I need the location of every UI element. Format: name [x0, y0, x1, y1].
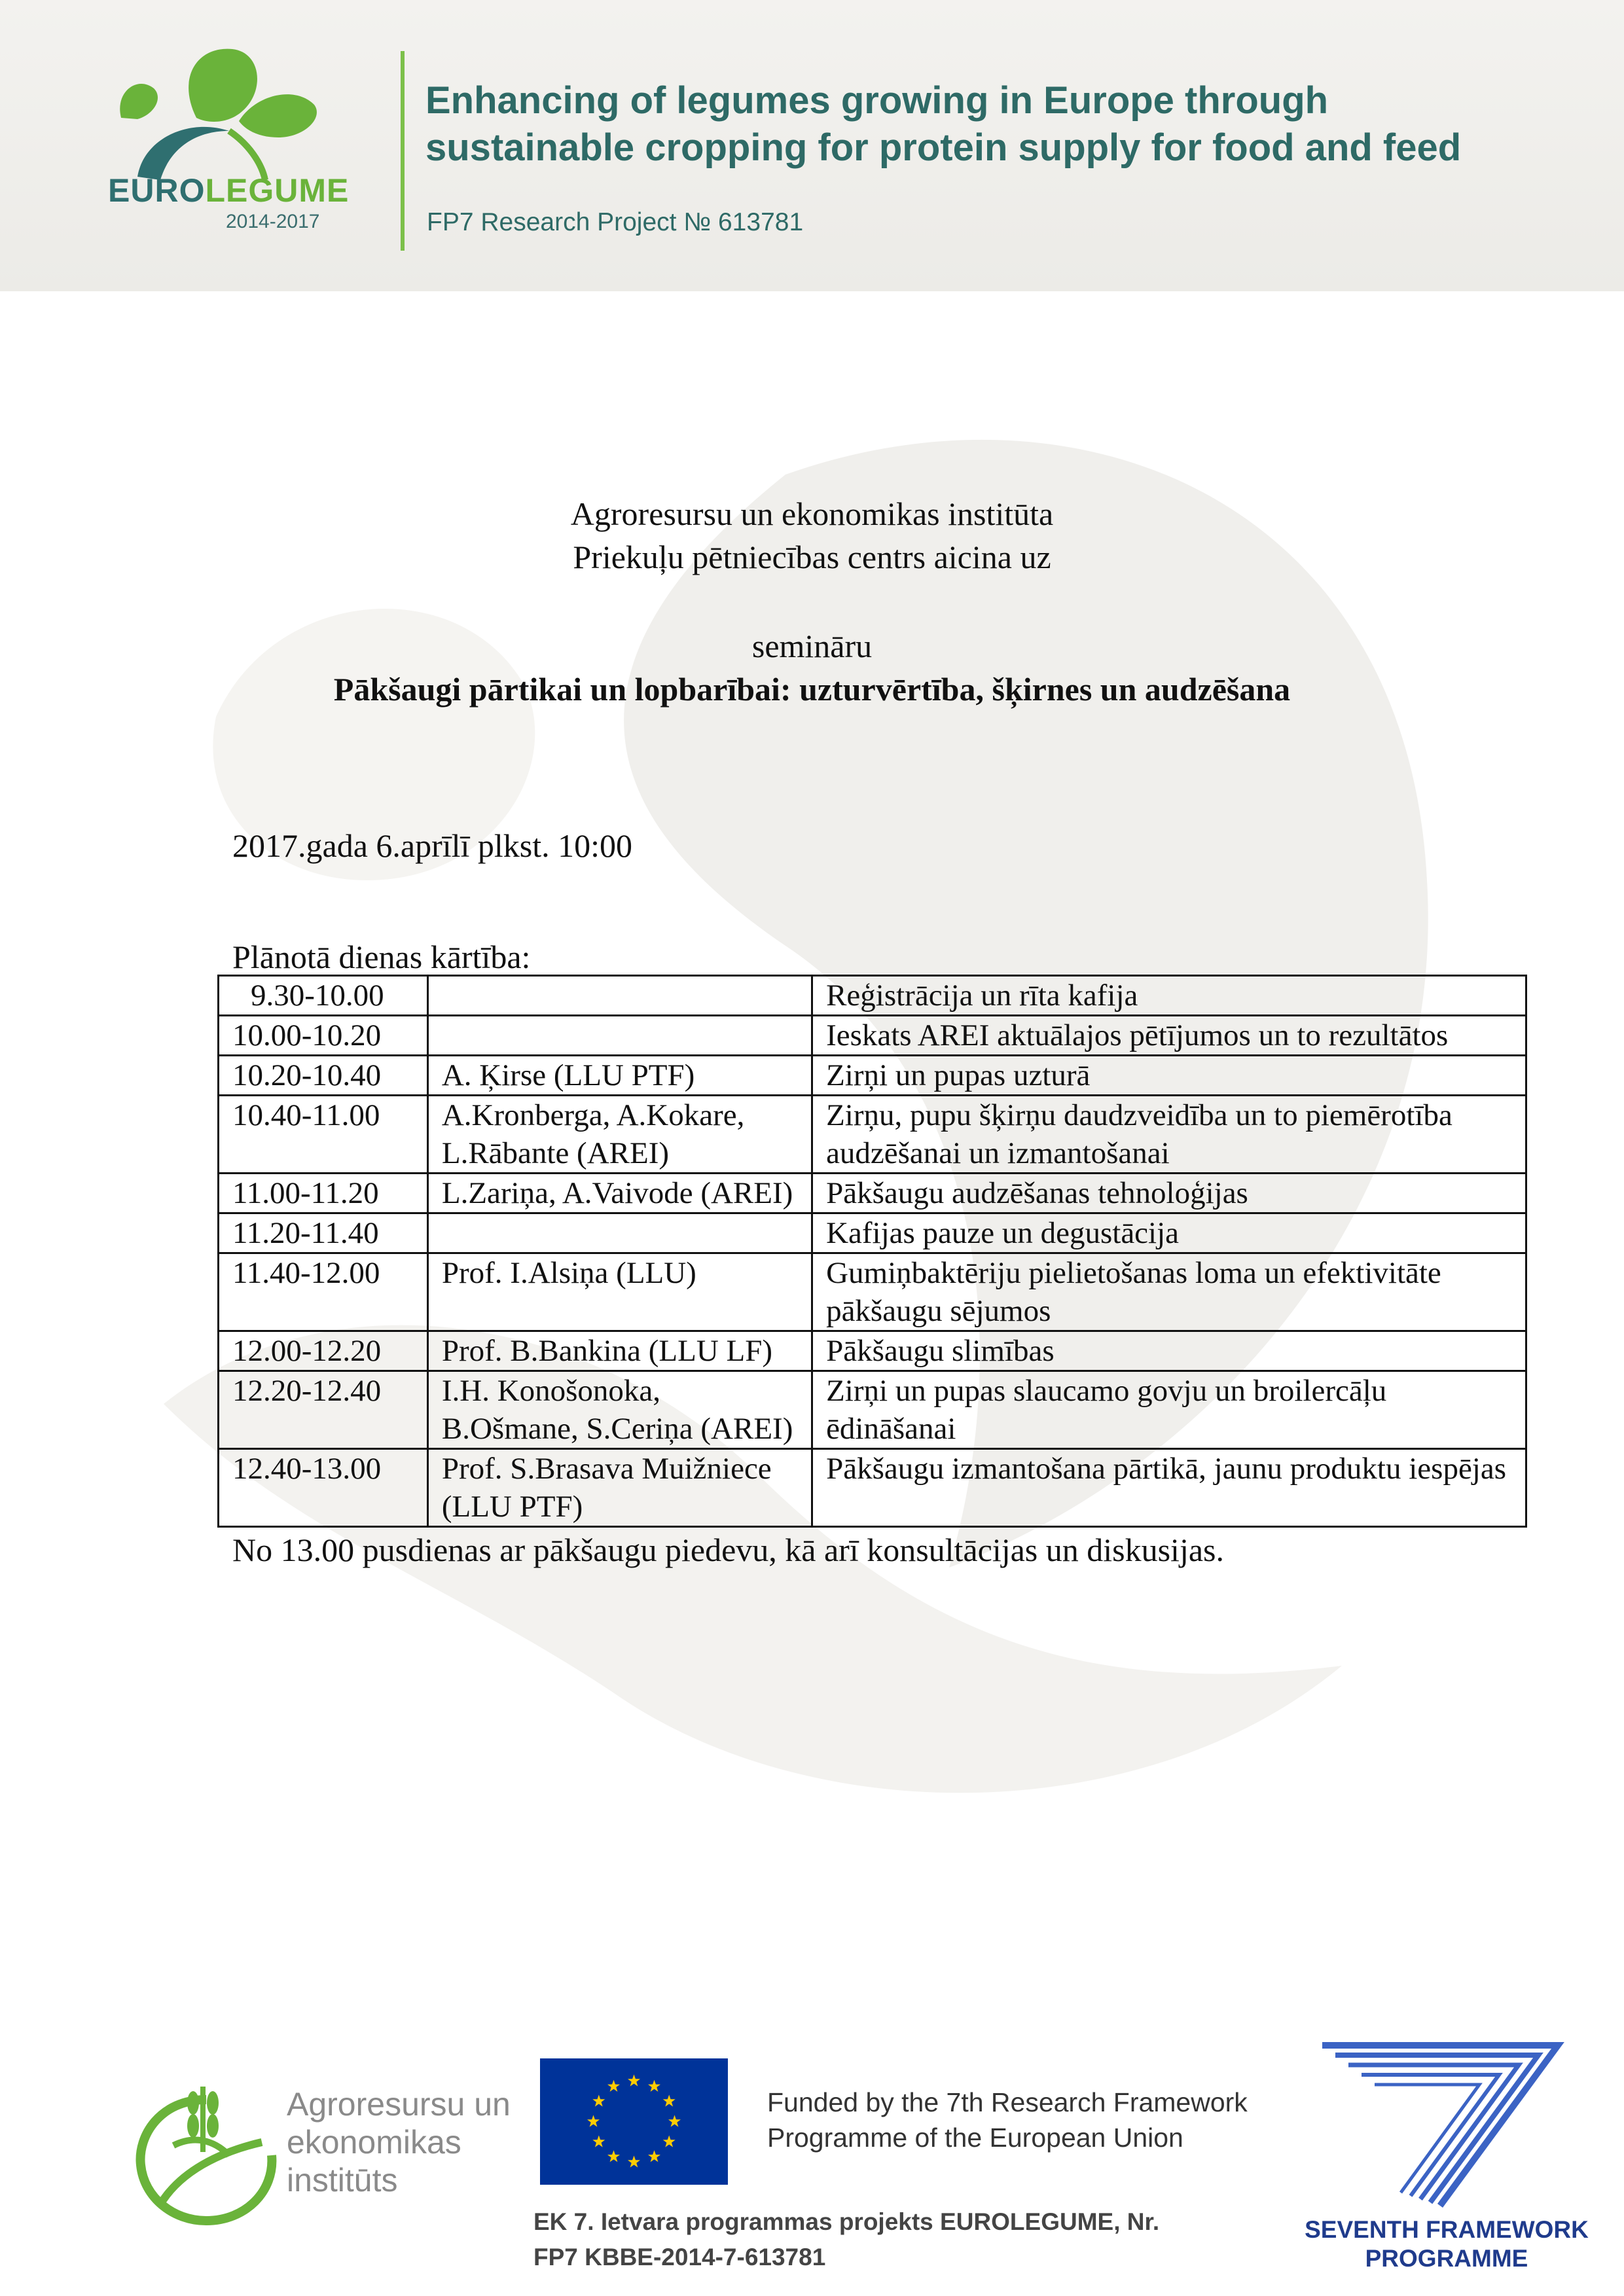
- project-title-line1: Enhancing of legumes growing in Europe through: [425, 79, 1329, 122]
- agenda-topic: Zirņu, pupu šķirņu daudzveidība un to piemērotība audzēšanai un izmantošanai: [812, 1096, 1526, 1174]
- table-row: [219, 1016, 1526, 1056]
- project-reference: [533, 2204, 1159, 2275]
- project-line1: EK 7. Ietvara programmas projekts EUROLEGUME, Nr.: [533, 2208, 1160, 2235]
- agenda-speaker: I.H. Konošonoka, B.Ošmane, S.Ceriņa (AREI): [427, 1371, 812, 1449]
- agenda-topic: Zirņi un pupas slaucamo govju un broilercāļu ēdināšanai: [812, 1371, 1526, 1449]
- agenda-speaker: [427, 1016, 812, 1056]
- event-word: semināru: [751, 628, 873, 664]
- agenda-topic: Kafijas pauze un degustācija: [812, 1213, 1526, 1253]
- agenda-heading: Plānotā dienas kārtība:: [232, 939, 531, 975]
- agenda-time: 11.00-11.20: [219, 1174, 428, 1213]
- agenda-speaker: [427, 1213, 812, 1253]
- header-divider: [401, 51, 405, 251]
- agenda-topic: Ieskats AREI aktuālajos pētījumos un to rezultātos: [812, 1016, 1526, 1056]
- fp7-line1: SEVENTH FRAMEWORK: [1305, 2216, 1589, 2243]
- agenda-topic: Pākšaugu izmantošana pārtikā, jaunu produktu iespējas: [812, 1449, 1526, 1527]
- agenda-time: 9.30-10.00: [219, 976, 428, 1016]
- institute-line2: ekonomikas: [287, 2124, 461, 2161]
- agenda-time: 11.40-12.00: [219, 1253, 428, 1331]
- invitation-line2: Priekuļu pētniecības centrs aicina uz: [573, 539, 1051, 575]
- agenda-speaker: L.Zariņa, A.Vaivode (AREI): [427, 1174, 812, 1213]
- institute-line3: institūts: [287, 2162, 398, 2198]
- project-title-line2: sustainable cropping for protein supply for food and feed: [425, 126, 1462, 169]
- arei-institute-name: [287, 2085, 511, 2199]
- eurolegume-wordmark: EUROLEGUME: [108, 172, 350, 209]
- funded-line1: Funded by the 7th Research Framework: [767, 2087, 1248, 2117]
- arei-institute-logo-icon: [121, 2073, 291, 2231]
- table-row: [219, 1449, 1526, 1527]
- table-row: [219, 1331, 1526, 1371]
- eurolegume-years: 2014-2017: [226, 211, 320, 232]
- agenda-time: 10.20-10.40: [219, 1056, 428, 1096]
- agenda-time: 10.40-11.00: [219, 1096, 428, 1174]
- agenda-speaker: A.Kronberga, A.Kokare, L.Rābante (AREI): [427, 1096, 812, 1174]
- agenda-time: 12.00-12.20: [219, 1331, 428, 1371]
- agenda-speaker: Prof. B.Bankina (LLU LF): [427, 1331, 812, 1371]
- agenda-speaker: [427, 976, 812, 1016]
- table-row: [219, 1371, 1526, 1449]
- agenda-time: 11.20-11.40: [219, 1213, 428, 1253]
- agenda-speaker: A. Ķirse (LLU PTF): [427, 1056, 812, 1096]
- project-header-banner: [0, 0, 1624, 291]
- project-title: [425, 77, 1461, 171]
- table-row: [219, 1253, 1526, 1331]
- seminar-block: [0, 624, 1624, 711]
- table-row: [219, 1213, 1526, 1253]
- agenda-topic: Pākšaugu slimības: [812, 1331, 1526, 1371]
- agenda-speaker: Prof. I.Alsiņa (LLU): [427, 1253, 812, 1331]
- agenda-speaker: Prof. S.Brasava Muižniece (LLU PTF): [427, 1449, 812, 1527]
- fp7-seven-logo-icon: [1309, 2039, 1584, 2209]
- table-row: [219, 1174, 1526, 1213]
- table-row: [219, 976, 1526, 1016]
- institute-line1: Agroresursu un: [287, 2086, 511, 2123]
- agenda-topic: Pākšaugu audzēšanas tehnoloģijas: [812, 1174, 1526, 1213]
- table-row: [219, 1096, 1526, 1174]
- fp7-programme-name: [1299, 2215, 1594, 2273]
- funded-line2: Programme of the European Union: [767, 2123, 1183, 2153]
- invitation-line1: Agroresursu un ekonomikas institūta: [570, 495, 1054, 532]
- seminar-title: Pākšaugi pārtikai un lopbarībai: uzturvērtība, šķirnes un audzēšana: [333, 671, 1291, 708]
- fp7-line2: PROGRAMME: [1365, 2245, 1528, 2272]
- invitation-heading: [0, 492, 1624, 579]
- agenda-topic: Gumiņbaktēriju pielietošanas loma un efektivitāte pākšaugu sējumos: [812, 1253, 1526, 1331]
- project-subtitle: FP7 Research Project № 613781: [427, 208, 804, 236]
- agenda-time: 12.20-12.40: [219, 1371, 428, 1449]
- agenda-time: 10.00-10.20: [219, 1016, 428, 1056]
- funding-statement: [767, 2085, 1248, 2155]
- event-date-time: 2017.gada 6.aprīlī plkst. 10:00: [232, 827, 633, 864]
- agenda-time: 12.40-13.00: [219, 1449, 428, 1527]
- agenda-table: [217, 975, 1527, 1528]
- project-line2: FP7 KBBE-2014-7-613781: [533, 2244, 826, 2270]
- eurolegume-leaf-logo-icon: [98, 39, 360, 183]
- agenda-topic: Reģistrācija un rīta kafija: [812, 976, 1526, 1016]
- eu-flag-icon: [540, 2058, 728, 2185]
- agenda-topic: Zirņi un pupas uzturā: [812, 1056, 1526, 1096]
- table-row: [219, 1056, 1526, 1096]
- closing-note: No 13.00 pusdienas ar pākšaugu piedevu, kā arī konsultācijas un diskusijas.: [232, 1532, 1224, 1568]
